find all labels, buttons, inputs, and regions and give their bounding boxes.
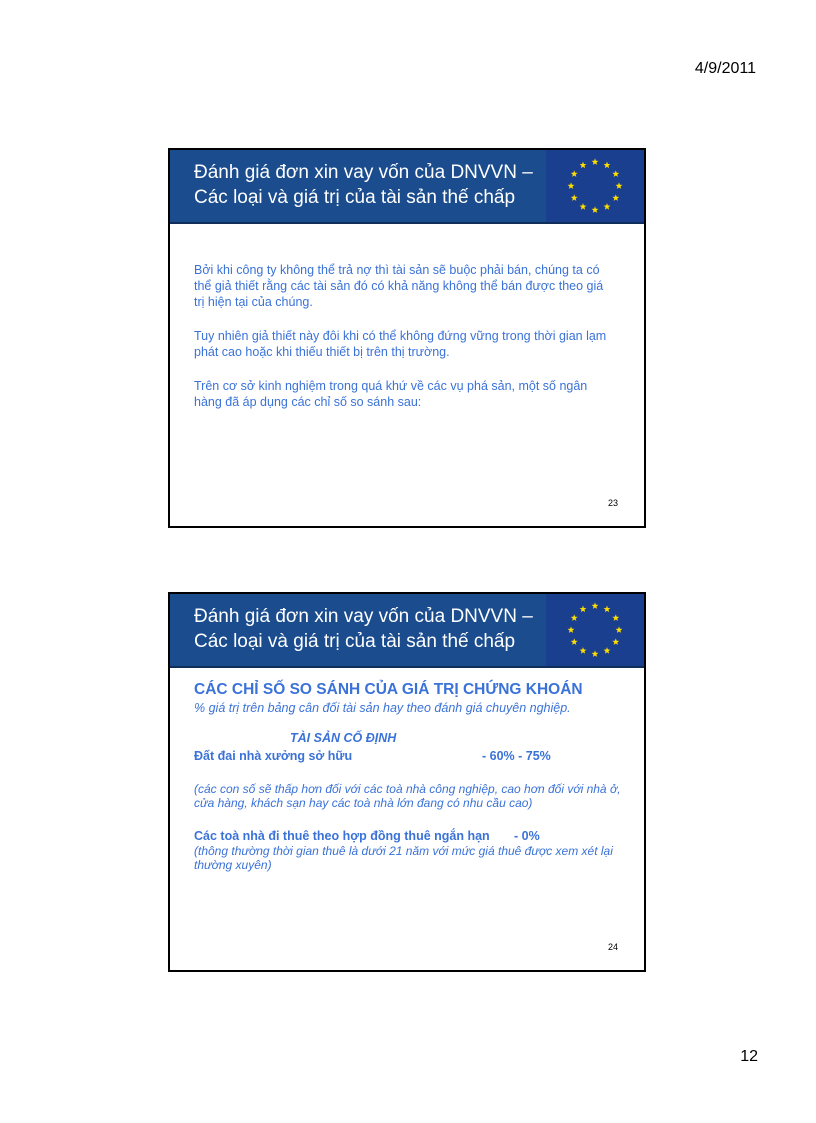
slide-24 — [168, 592, 646, 972]
slide-number: 23 — [607, 498, 618, 508]
slide-number: 24 — [607, 942, 618, 952]
leased-label: Các toà nhà đi thuê theo hợp đồng thuê ngắn hạn — [194, 829, 490, 843]
flag-star — [612, 614, 619, 621]
leased-value: - 0% — [514, 829, 540, 843]
flag-star — [604, 606, 611, 613]
paragraph-2: Tuy nhiên giả thiết này đôi khi có thể không đứng vững trong thời gian lạm phát cao hoặc khi thiếu thiết bị trên thị trường. — [194, 329, 607, 359]
eu-flag-icon — [546, 150, 644, 222]
slide-title — [194, 160, 544, 210]
flag-star — [571, 170, 578, 177]
eu-flag-icon — [546, 594, 644, 666]
flag-star — [580, 606, 587, 613]
page-date: 4/9/2011 — [694, 60, 756, 77]
owned-land-label: Đất đai nhà xưởng sở hữu — [194, 749, 353, 763]
owned-land-value: - 60% - 75% — [482, 749, 551, 763]
slide-title-line-2: Các loại và giá trị của tài sản thế chấp — [194, 187, 516, 208]
slide-23 — [168, 148, 646, 528]
flag-star — [604, 162, 611, 169]
flag-star — [616, 182, 623, 189]
flag-star — [592, 602, 599, 609]
flag-star — [616, 626, 623, 633]
slide-header — [170, 150, 644, 224]
flag-star — [592, 158, 599, 165]
leased-row — [194, 828, 624, 844]
slide-body — [194, 680, 624, 890]
flag-star — [592, 206, 599, 213]
paragraph-3: Trên cơ sở kinh nghiệm trong quá khứ về các vụ phá sản, một số ngân hàng đã áp dụng các chỉ số so sánh sau: — [194, 379, 588, 409]
flag-star — [612, 638, 619, 645]
slide-title-line-2: Các loại và giá trị của tài sản thế chấp — [194, 631, 516, 652]
slide-title — [194, 604, 544, 654]
slide-header — [170, 594, 644, 668]
flag-star — [592, 650, 599, 657]
flag-star — [580, 162, 587, 169]
flag-star — [604, 647, 611, 654]
slide-title-line-1: Đánh giá đơn xin vay vốn của DNVVN – — [194, 606, 533, 627]
flag-star — [612, 194, 619, 201]
fixed-assets-label: TÀI SẢN CỐ ĐỊNH — [290, 731, 397, 745]
paragraph-1: Bởi khi công ty không thể trả nợ thì tài sản sẽ buộc phải bán, chúng ta có thể giả thiết rằng các tài sản đó có khả năng không thể bán được theo giá trị hiện tại của chúng. — [194, 263, 604, 309]
section-subheading: % giá trị trên bảng cân đối tài sản hay theo đánh giá chuyên nghiệp. — [194, 701, 571, 715]
flag-star — [571, 614, 578, 621]
flag-star — [580, 203, 587, 210]
flag-star — [612, 170, 619, 177]
owned-land-note: (các con số sẽ thấp hơn đối với các toà nhà công nghiệp, cao hơn đối với nhà ở, cửa hàng, khách sạn hay các toà nhà lớn đang có nhu cầu cao) — [194, 782, 621, 810]
slide-body — [194, 262, 614, 428]
flag-star — [571, 638, 578, 645]
section-heading: CÁC CHỈ SỐ SO SÁNH CỦA GIÁ TRỊ CHỨNG KHOÁN — [194, 681, 583, 698]
flag-star — [568, 626, 575, 633]
flag-star — [580, 647, 587, 654]
flag-star — [571, 194, 578, 201]
flag-star — [568, 182, 575, 189]
owned-land-row — [194, 748, 624, 764]
page-number: 12 — [740, 1048, 758, 1065]
leased-note: (thông thường thời gian thuê là dưới 21 năm với mức giá thuê được xem xét lại thường xuyên) — [194, 844, 613, 872]
slide-title-line-1: Đánh giá đơn xin vay vốn của DNVVN – — [194, 162, 533, 183]
flag-star — [604, 203, 611, 210]
